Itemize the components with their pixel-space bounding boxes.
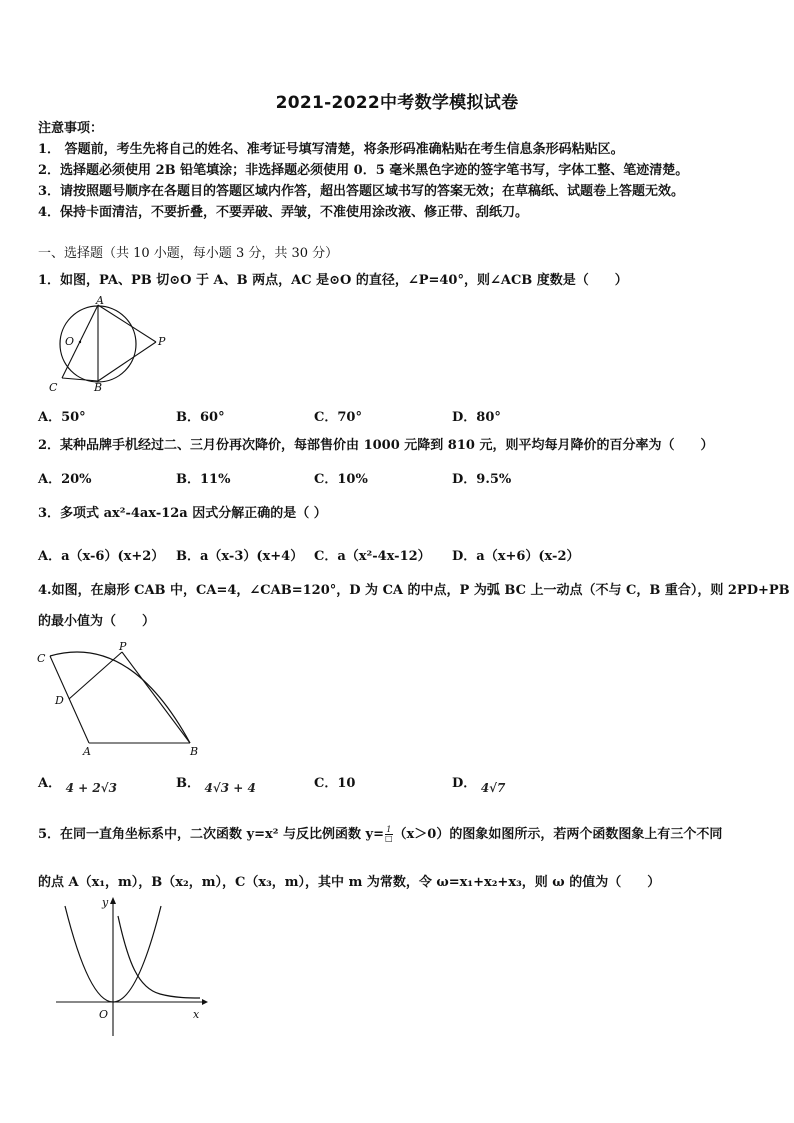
note-item-4: 4．保持卡面清洁，不要折叠，不要弄破、弄皱，不准使用涂改液、修正带、刮纸刀。: [38, 205, 529, 220]
q1-figure: [30, 294, 180, 394]
q4-stem-line1: 4.如图，在扇形 CAB 中，CA=4，∠CAB=120°，D 为 CA 的中点，P 为弧 BC 上一动点（不与 C，B 重合），则 2PD+PB: [38, 583, 790, 598]
q3-option-b[interactable]: B．a（x-3）(x+4）: [176, 549, 304, 564]
exam-title: 2021-2022中考数学模拟试卷: [275, 93, 519, 113]
q1-label-a: A: [96, 294, 104, 307]
q4-label-p: P: [119, 640, 127, 653]
q5-y-arrow: [110, 897, 116, 904]
q1-stem: 1．如图，PA、PB 切⊙O 于 A、B 两点，AC 是⊙O 的直径，∠P=40°，则∠ACB 度数是（ ）: [38, 273, 628, 288]
q4-label-c: C: [37, 652, 46, 665]
q5-label-x: x: [193, 1008, 200, 1021]
q4-option-b-value: 4√3 + 4: [204, 781, 256, 795]
q2-option-c[interactable]: C．10%: [314, 472, 368, 487]
q4-label-a: A: [83, 745, 91, 758]
section-heading: 一、选择题（共 10 小题，每小题 3 分，共 30 分）: [38, 246, 339, 261]
q1-line-cb: [62, 378, 98, 381]
notes-heading: 注意事项：: [38, 121, 104, 136]
q2-option-a[interactable]: A．20%: [38, 472, 92, 487]
q4-option-a-value: 4 + 2√3: [65, 781, 117, 795]
q2-option-d[interactable]: D．9.5%: [452, 472, 512, 487]
q2-option-b[interactable]: B．11%: [176, 472, 231, 487]
q5-figure: [50, 892, 210, 1042]
q4-line-pb: [122, 652, 190, 743]
q5-stem-line2: 的点 A（x₁，m），B（x₂，m），C（x₃，m），其中 m 为常数，令 ω=x₁+x₂+x₃，则 ω 的值为（ ）: [38, 875, 661, 890]
q4-option-b[interactable]: [176, 772, 256, 795]
q5-stem-part-b: （x＞0）的图象如图所示，若两个函数图象上有三个不同: [393, 827, 723, 842]
note-item-1: 1． 答题前，考生先将自己的姓名、准考证号填写清楚，将条形码准确粘贴在考生信息条形码粘贴区。: [38, 142, 624, 157]
q4-label-b: B: [190, 745, 199, 758]
q4-option-d-value: 4√7: [480, 781, 506, 795]
q5-fraction: [385, 826, 393, 843]
q1-label-o: O: [65, 335, 75, 348]
q4-stem-line2: 的最小值为（ ）: [38, 614, 156, 629]
note-item-2: 2．选择题必须使用 2B 铅笔填涂；非选择题必须使用 0．5 毫米黑色字迹的签字笔书写，字体工整、笔迹清楚。: [38, 163, 689, 178]
q1-center-dot: [79, 341, 81, 343]
q1-line-pa: [98, 305, 156, 342]
q1-label-c: C: [49, 381, 58, 394]
q5-x-arrow: [202, 999, 208, 1005]
q4-option-c[interactable]: [314, 772, 355, 791]
q4-line-dp: [69, 652, 122, 699]
q2-stem: 2．某种品牌手机经过二、三月份再次降价，每部售价由 1000 元降到 810 元，则平均每月降价的百分率为（ ）: [38, 438, 714, 453]
q3-option-c[interactable]: C．a（x²-4x-12）: [314, 549, 431, 564]
q5-frac-num: 1: [386, 825, 392, 834]
q3-option-a[interactable]: A．a（x-6）(x+2）: [38, 549, 165, 564]
q4-option-a-letter: A．: [38, 776, 62, 791]
q1-label-b: B: [94, 381, 103, 394]
q1-option-a[interactable]: A．50°: [38, 410, 86, 425]
q1-label-p: P: [158, 335, 166, 348]
q1-line-pb: [98, 342, 156, 381]
q5-hyperbola: [118, 916, 200, 998]
note-item-3: 3．请按照题号顺序在各题目的答题区域内作答，超出答题区域书写的答案无效；在草稿纸、试题卷上答题无效。: [38, 184, 685, 199]
q5-label-o: O: [99, 1008, 109, 1021]
q4-figure: [30, 638, 210, 760]
q1-option-b[interactable]: B．60°: [176, 410, 225, 425]
q5-frac-den: □: [384, 834, 393, 843]
q3-stem: 3．多项式 ax²-4ax-12a 因式分解正确的是（ ）: [38, 506, 327, 521]
q4-option-b-letter: B．: [176, 776, 200, 791]
q3-option-d[interactable]: D．a（x+6）(x-2）: [452, 549, 580, 564]
q4-option-d-letter: D．: [452, 776, 477, 791]
q1-option-d[interactable]: D．80°: [452, 410, 501, 425]
q4-option-d[interactable]: [452, 772, 506, 795]
q5-stem-part-a: 5．在同一直角坐标系中，二次函数 y=x² 与反比例函数 y=: [38, 827, 384, 842]
q5-stem-line1: [38, 826, 722, 844]
q5-label-y: y: [102, 896, 109, 909]
q1-option-c[interactable]: C．70°: [314, 410, 362, 425]
q4-option-c-value: 10: [337, 776, 356, 791]
q4-option-a[interactable]: [38, 772, 117, 795]
q4-option-c-letter: C．: [314, 776, 338, 791]
q4-label-d: D: [55, 694, 64, 707]
